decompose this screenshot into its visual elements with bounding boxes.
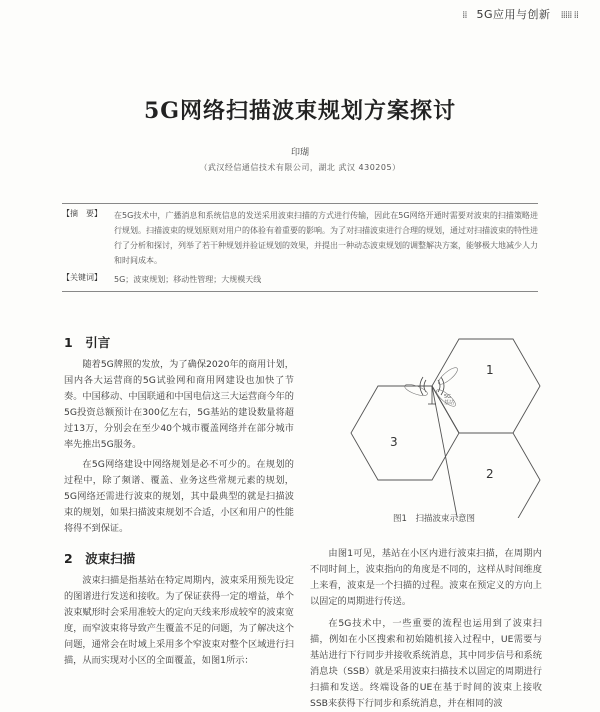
running-header (462, 6, 578, 22)
header-decoration-left: ⁞⁞ (462, 10, 467, 21)
intro-paragraph-2: 在5G网络建设中网络规划是必不可少的。在规划的过程中，除了频谱、覆盖、业务这些常规元素的规划，5G网络还需进行波束的规划，其中最典型的就是扫描波束的规划，如果扫描波束规划不合适，小区和用户的性能将得不到保证。 (64, 459, 294, 534)
base-station-label: 5G 基站 (444, 394, 455, 406)
hex-cell-1 (432, 339, 540, 433)
left-column (64, 335, 294, 669)
beam-paragraph-1: 波束扫描是指基站在特定周期内，波束采用预先设定的图谱进行发送和接收。为了保证获得一定的增益，单个波束赋形时会采用准较大的定向天线来形成较窄的波束宽度，而窄波束将导致产生覆盖不足的问题，为了解决这个问题，通常会在时域上采用多个窄波束对整个区域进行扫描，从而实现对小区的全面覆盖，如图1所示： (64, 575, 294, 666)
keywords-label: 【关键词】 (62, 273, 102, 282)
abstract-text: 在5G技术中，广播消息和系统信息的发送采用波束扫描的方式进行传输，因此在5G网络开通时需要对波束的扫描策略进行规划。扫描波束的规划原则对用户的体验有着重要的影响。为了对扫描波束进行合理的规划，通过对扫描波束的特性进行了分析和探讨，列举了若干种规划并验证规划的效果，并提出一种动态波束规划的调整解决方案，能够极大地减少人力和时间成本。 (114, 211, 538, 265)
right-column (310, 546, 542, 712)
figure-caption: 图1 扫描波束示意图 (393, 514, 475, 524)
journal-section: 5G应用与创新 (476, 8, 551, 21)
abstract-label: 【摘 要】 (62, 209, 102, 218)
section-title-intro: 1 引言 (64, 335, 111, 350)
right-paragraph-1: 由图1可见，基站在小区内进行波束扫描，在周期内不同时间上，波束指向的角度是不同的，这样从时间维度上来看，波束是一个扫描的过程。波束在预定义的方向上以固定的周期进行传送。 (310, 548, 542, 607)
keywords-text: 5G；波束规划；移动性管理；大规模天线 (114, 275, 262, 284)
beam-scan-figure (318, 328, 550, 518)
abstract-row (62, 208, 538, 268)
intro-paragraph-1: 随着5G牌照的发放，为了确保2020年的商用计划，国内各大运营商的5G试验网和商用网建设也加快了节奏。中国移动、中国联通和中国电信这三大运营商今年的5G投资总额预计在300亿左右，5G基站的建设数量将超过13万，分别会在至少40个城市覆盖网络并在部分城市率先推出5G服务。 (64, 359, 294, 450)
section-title-beam: 2 波束扫描 (64, 551, 136, 566)
page-title: 5G网络扫描波束规划方案探讨 (143, 98, 457, 124)
cell-label-3: 3 (390, 435, 398, 449)
cell-label-1: 1 (486, 363, 494, 377)
affiliation: （武汉经信通信技术有限公司，湖北 武汉 430205） (199, 163, 401, 172)
header-decoration-right: ⁞⁞⁞⁞⁞ ⁞⁞ (560, 10, 578, 21)
right-paragraph-2: 在5G技术中，一些重要的流程也运用到了波束扫描，例如在小区搜索和初始随机接入过程中，UE需要与基站进行下行同步并接收系统消息，其中同步信号和系统消息块（SSB）就是采用波束扫描技术以固定的周期进行扫描和发送。终端设备的UE在基于时间的波束上接收SSB来获得下行同步和系统消息，并在相同的波 (310, 618, 542, 709)
author: 印瑚 (290, 148, 309, 158)
cell-label-2: 2 (486, 467, 494, 481)
keywords-row (62, 272, 538, 287)
hex-cell-2 (351, 386, 459, 480)
abstract-box (62, 203, 538, 292)
